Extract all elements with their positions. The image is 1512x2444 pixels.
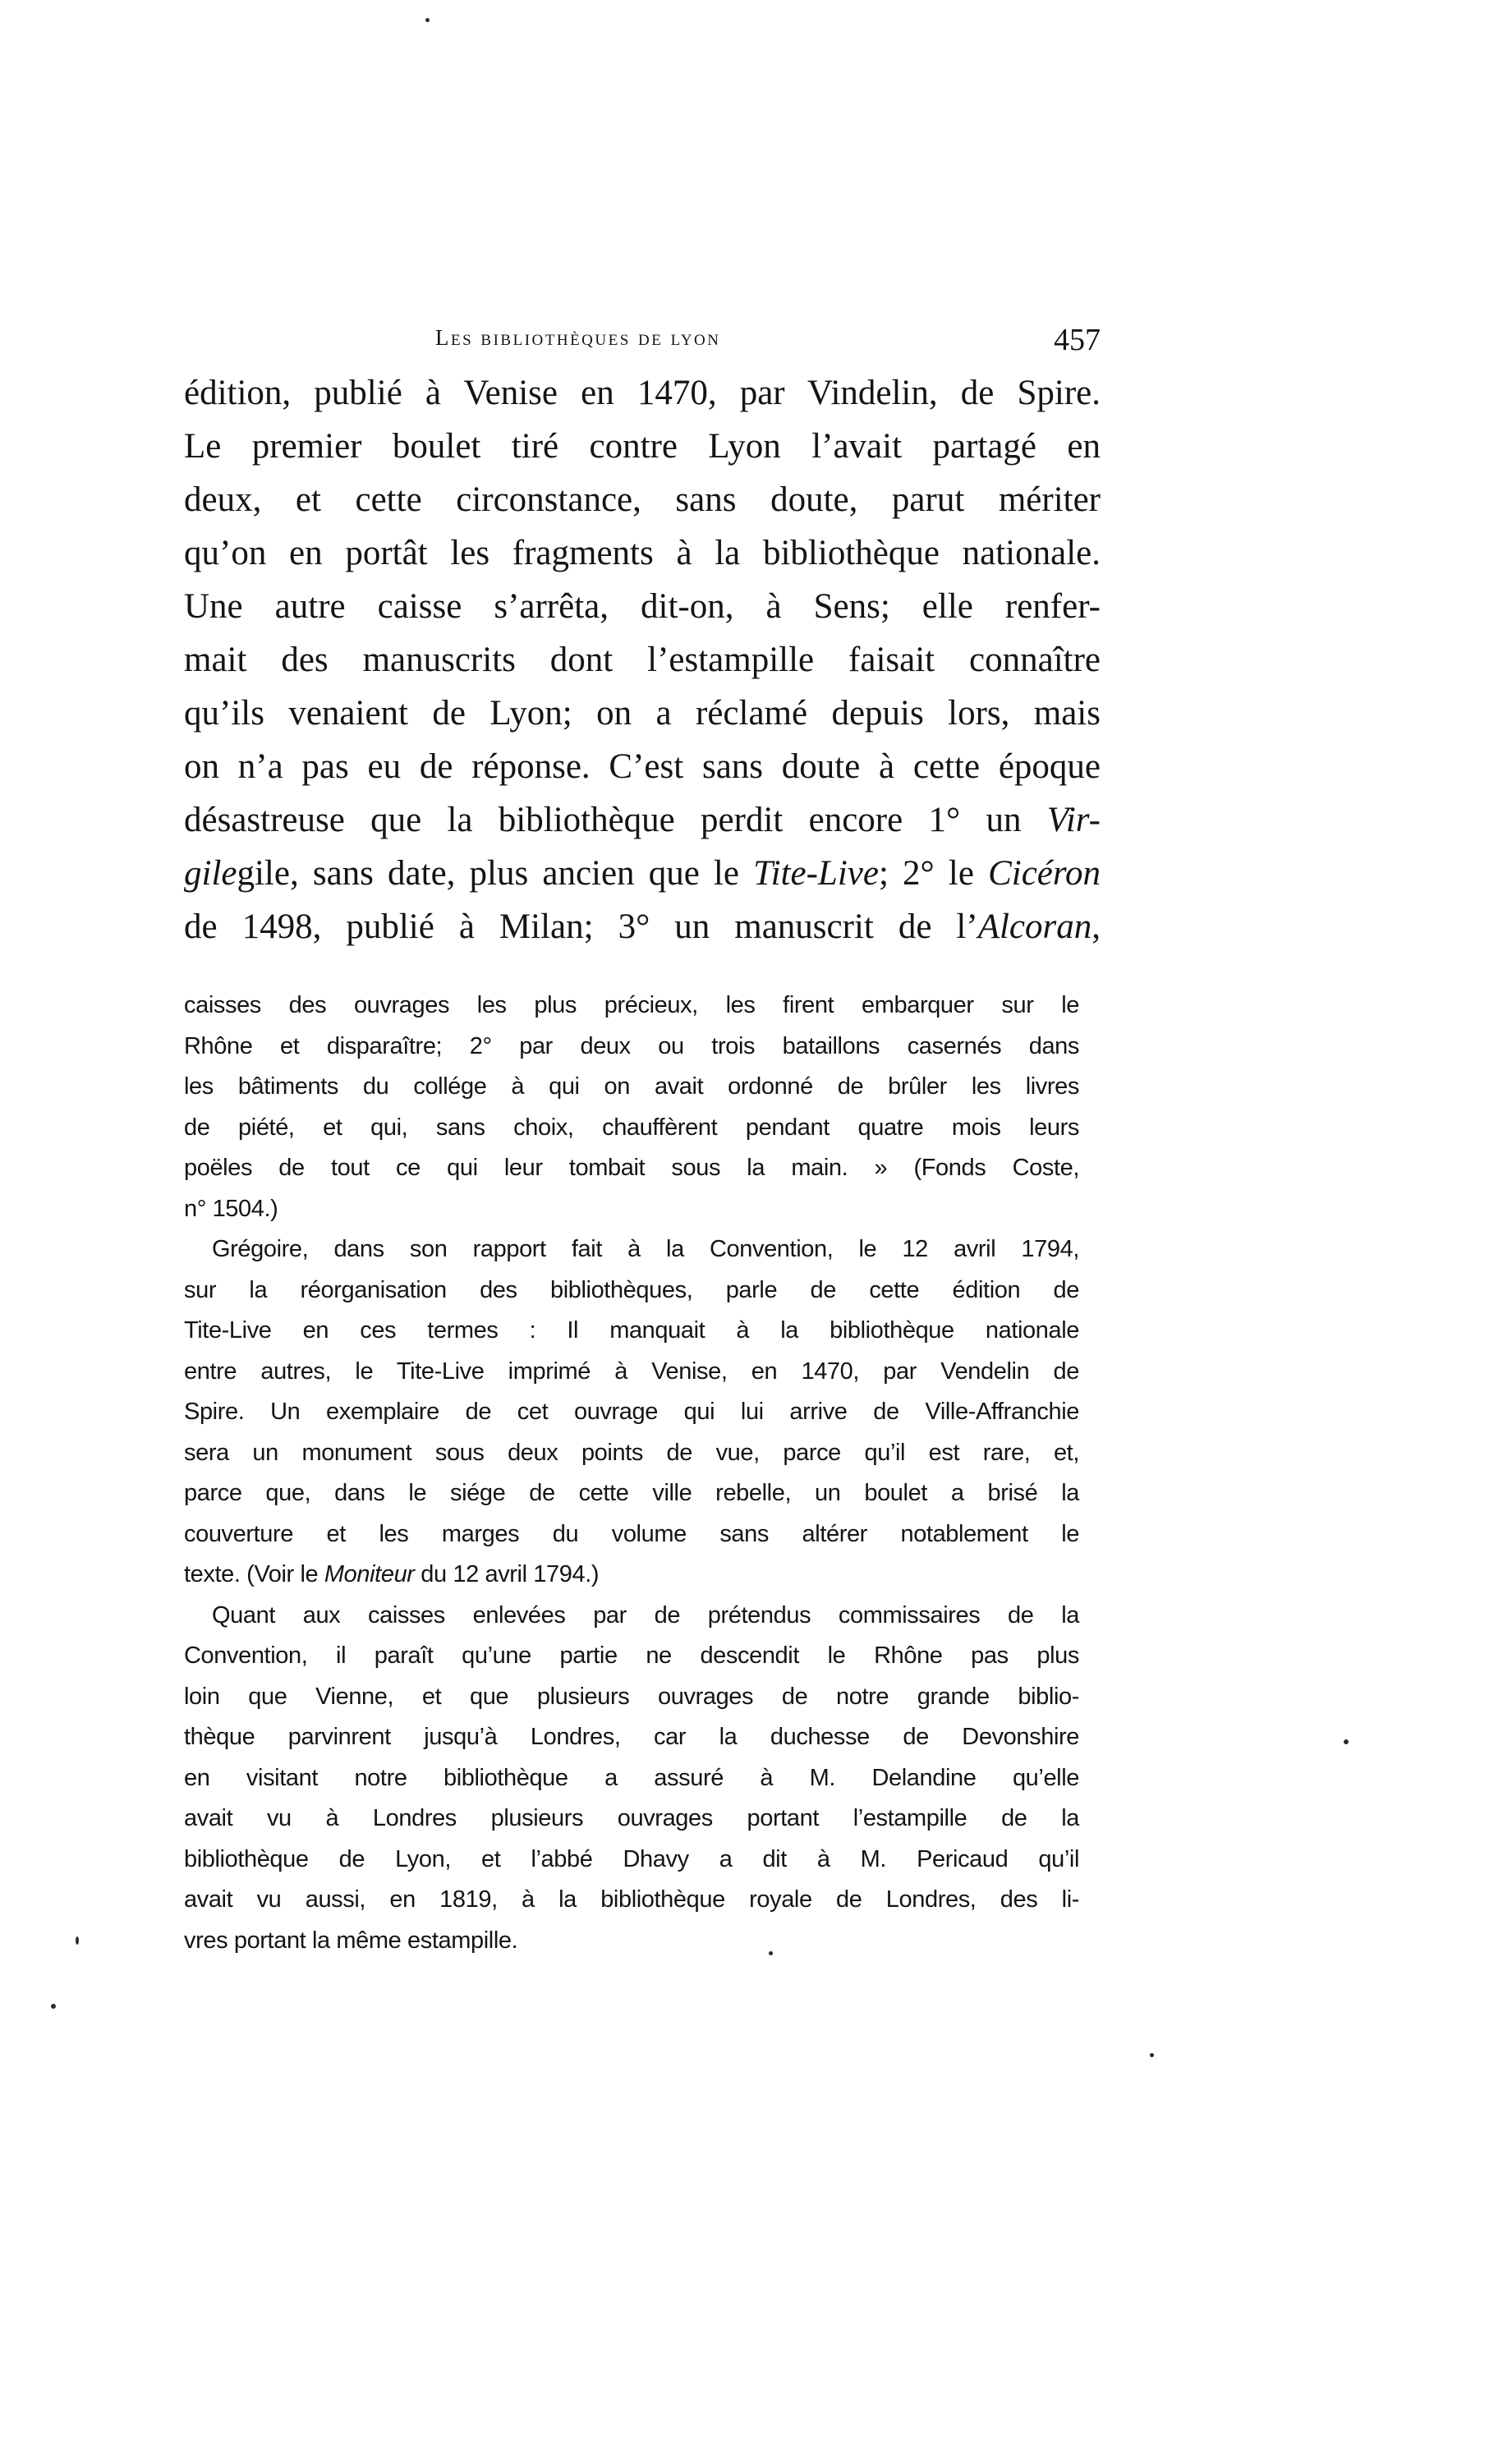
note-line: Quant aux caisses enlevées par de prétendus commissaires de la <box>212 1601 1079 1629</box>
footnote-paragraph <box>184 1229 1079 1596</box>
text-segment: du 12 avril 1794.) <box>421 1561 600 1587</box>
note-line: vres portant la même estampille. <box>184 1927 518 1954</box>
italic-title-virgile: Vir- <box>1046 801 1101 839</box>
note-line: Grégoire, dans son rapport fait à la Convention, le 12 avril 1794, <box>212 1236 1079 1262</box>
note-line: loin que Vienne, et que plusieurs ouvrages de notre grande biblio- <box>184 1683 1079 1710</box>
note-line: couverture et les marges du volume sans altérer notablement le <box>184 1520 1079 1547</box>
note-line: Tite-Live en ces termes : Il manquait à la bibliothèque nationale <box>184 1317 1079 1344</box>
italic-title-ciceron: Cicéron <box>988 854 1101 893</box>
ink-speck <box>1150 2053 1154 2057</box>
text-line: qu’on en portât les fragments à la bibliothèque nationale. <box>184 534 1101 572</box>
text-line <box>184 847 1101 900</box>
note-line: avait vu à Londres plusieurs ouvrages portant l’estampille de la <box>184 1805 1079 1831</box>
footnotes <box>184 985 1079 1961</box>
ink-speck <box>76 1936 79 1945</box>
note-line: Convention, il paraît qu’une partie ne descendit le Rhône pas plus <box>184 1642 1079 1669</box>
note-line: thèque parvinrent jusqu’à Londres, car la duchesse de Devonshire <box>184 1724 1079 1750</box>
text-segment: ; 2° le <box>878 854 974 893</box>
note-line: sera un monument sous deux points de vue, parce qu’il est rare, et, <box>184 1439 1079 1466</box>
page-number: 457 <box>1054 323 1101 357</box>
note-line: de piété, et qui, sans choix, chauffèrent pendant quatre mois leurs <box>184 1114 1079 1141</box>
text-line <box>184 900 1101 953</box>
text-segment: , <box>1091 907 1101 946</box>
ink-speck <box>425 18 430 22</box>
text-line: qu’ils venaient de Lyon; on a réclamé depuis lors, mais <box>184 694 1101 733</box>
italic-title-alcoran: Alcoran <box>977 907 1092 946</box>
note-line: parce que, dans le siége de cette ville rebelle, un boulet a brisé la <box>184 1480 1079 1506</box>
note-line: avait vu aussi, en 1819, à la bibliothèque royale de Londres, des li- <box>184 1886 1079 1913</box>
note-line: sur la réorganisation des bibliothèques, parle de cette édition de <box>184 1276 1079 1303</box>
ink-speck <box>1344 1739 1349 1744</box>
text-line: deux, et cette circonstance, sans doute, parut mériter <box>184 480 1101 519</box>
text-line: Une autre caisse s’arrêta, dit-on, à Sens; elle renfer- <box>184 587 1101 626</box>
ink-speck <box>51 2004 56 2009</box>
footnote-paragraph <box>184 1596 1079 1962</box>
note-line: Rhône et disparaître; 2° par deux ou trois bataillons casernés dans <box>184 1032 1079 1059</box>
note-line: entre autres, le Tite-Live imprimé à Venise, en 1470, par Vendelin de <box>184 1358 1079 1385</box>
note-line: caisses des ouvrages les plus précieux, les firent embarquer sur le <box>184 992 1079 1018</box>
note-line: n° 1504.) <box>184 1195 278 1222</box>
text-segment: désastreuse que la bibliothèque perdit encore 1° un <box>184 801 1022 839</box>
italic-title-moniteur: Moniteur <box>324 1561 415 1587</box>
main-text <box>184 366 1101 953</box>
text-line: on n’a pas eu de réponse. C’est sans doute à cette époque <box>184 747 1101 786</box>
note-line: poëles de tout ce qui leur tombait sous la main. » (Fonds Coste, <box>184 1155 1079 1181</box>
note-line: les bâtiments du collége à qui on avait ordonné de brûler les livres <box>184 1073 1079 1100</box>
text-line: mait des manuscrits dont l’estampille faisait connaître <box>184 641 1101 679</box>
italic-title-tite-live: Tite-Live <box>753 854 879 893</box>
note-line: en visitant notre bibliothèque a assuré à M. Delandine qu’elle <box>184 1764 1079 1791</box>
note-line <box>184 1555 1079 1596</box>
running-title: Les bibliothèques de lyon <box>435 325 721 350</box>
text-segment: de 1498, publié à Milan; 3° un manuscrit de l’ <box>184 907 978 946</box>
running-head <box>435 322 1101 363</box>
text-line: édition, publié à Venise en 1470, par Vindelin, de Spire. <box>184 374 1101 412</box>
note-line: Spire. Un exemplaire de cet ouvrage qui lui arrive de Ville-Affranchie <box>184 1399 1079 1425</box>
note-line: bibliothèque de Lyon, et l’abbé Dhavy a dit à M. Pericaud qu’il <box>184 1845 1079 1872</box>
footnote-paragraph <box>184 985 1079 1229</box>
italic-title-virgile-end: gile <box>184 854 237 893</box>
text-segment: texte. (Voir le <box>184 1561 319 1587</box>
text-segment: gile, sans date, plus ancien que le <box>237 854 739 893</box>
text-line <box>184 793 1101 847</box>
text-line: Le premier boulet tiré contre Lyon l’avait partagé en <box>184 427 1101 466</box>
